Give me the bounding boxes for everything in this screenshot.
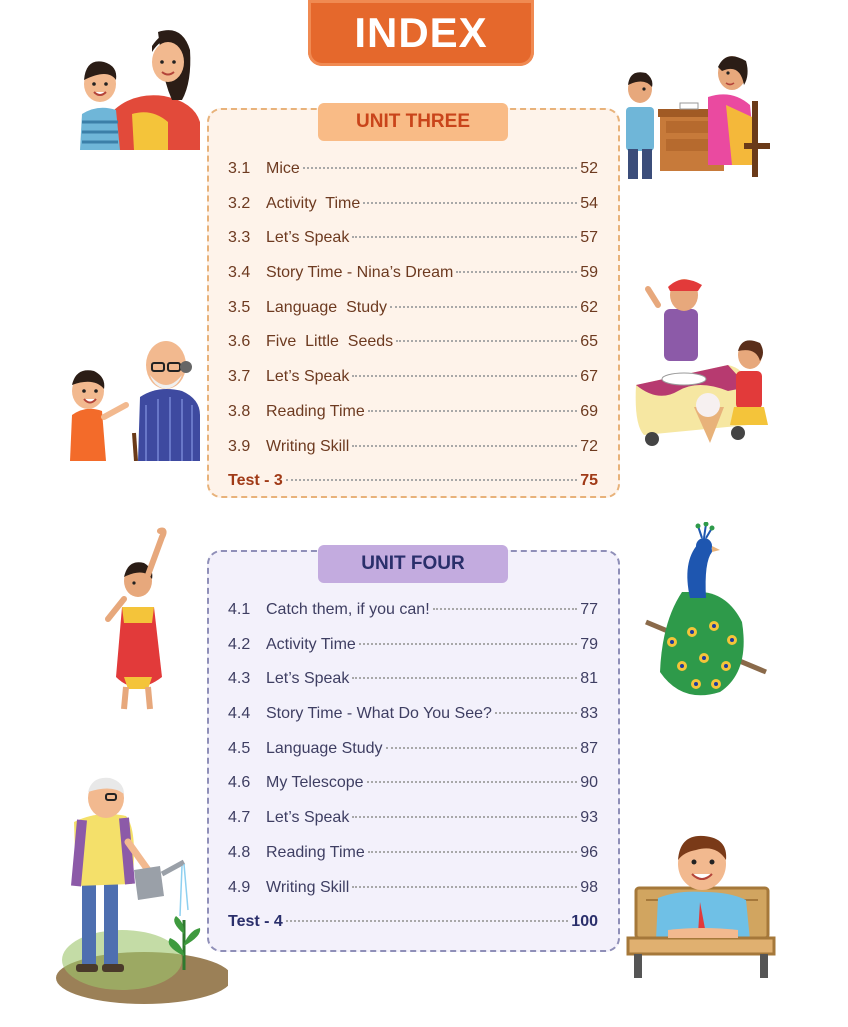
test-page: 75 [580, 472, 598, 490]
ice-cream-cart-illustration [628, 275, 778, 457]
entry-page: 62 [580, 298, 598, 316]
entry-page: 81 [580, 670, 598, 688]
entry-page: 90 [580, 774, 598, 792]
entry-page: 98 [580, 878, 598, 896]
entry-title: Story Time - What Do You See? [266, 705, 492, 723]
entry-number: 3.2 [228, 194, 251, 212]
entry-number: 3.5 [228, 298, 251, 316]
entry-title: Writing Skill [266, 878, 350, 896]
entry-page: 93 [580, 809, 598, 827]
dot-leader [352, 816, 577, 818]
unit-four-entries [228, 601, 598, 948]
entry-title: My Telescope [266, 774, 364, 792]
entry-number: 4.5 [228, 739, 251, 757]
entry-number: 4.3 [228, 670, 251, 688]
dot-leader [367, 781, 578, 783]
unit-three-entries [228, 160, 598, 507]
mother-and-son-illustration [72, 22, 202, 150]
dot-leader [352, 236, 577, 238]
entry-number: 4.1 [228, 601, 251, 618]
toc-entry[interactable] [228, 229, 598, 264]
toc-entry[interactable] [228, 195, 598, 230]
dot-leader [386, 747, 578, 749]
dot-leader [303, 167, 577, 169]
entry-page: 69 [580, 402, 598, 420]
unit-four-heading: UNIT FOUR [318, 545, 508, 583]
entry-title: Activity Time [266, 635, 356, 653]
toc-entry[interactable] [228, 844, 598, 879]
entry-page: 87 [580, 739, 598, 757]
toc-entry[interactable] [228, 368, 598, 403]
entry-number: 4.8 [228, 843, 251, 861]
entry-number: 4.9 [228, 878, 251, 896]
toc-entry[interactable] [228, 879, 598, 914]
entry-title: Let’s Speak [266, 368, 350, 386]
toc-entry[interactable] [228, 809, 598, 844]
entry-title: Story Time - Nina’s Dream [266, 264, 454, 282]
dot-leader [456, 271, 577, 273]
dot-leader [396, 340, 577, 342]
toc-entry[interactable] [228, 403, 598, 438]
entry-page: 67 [580, 368, 598, 386]
entry-page: 57 [580, 229, 598, 247]
entry-title: Reading Time [266, 843, 365, 861]
dot-leader [363, 202, 577, 204]
entry-page: 79 [580, 635, 598, 653]
dot-leader [368, 410, 577, 412]
entry-title: Language Study [266, 739, 383, 757]
dot-leader [352, 886, 577, 888]
dot-leader [286, 920, 568, 922]
test-title: Test - 4 [228, 913, 283, 931]
toc-entry[interactable] [228, 160, 598, 195]
dot-leader [359, 643, 577, 645]
toc-entry[interactable] [228, 601, 598, 636]
dot-leader [286, 479, 577, 481]
entry-page: 65 [580, 333, 598, 351]
toc-entry[interactable] [228, 264, 598, 299]
toc-entry[interactable] [228, 670, 598, 705]
toc-entry[interactable] [228, 636, 598, 671]
entry-number: 3.4 [228, 264, 251, 282]
entry-page: 54 [580, 194, 598, 212]
entry-number: 3.3 [228, 229, 251, 247]
classical-dancer-illustration [100, 527, 176, 715]
entry-page: 72 [580, 437, 598, 455]
entry-page: 96 [580, 843, 598, 861]
toc-entry[interactable] [228, 705, 598, 740]
toc-entry[interactable] [228, 438, 598, 473]
dot-leader [390, 306, 577, 308]
entry-number: 4.7 [228, 809, 251, 827]
entry-number: 3.7 [228, 368, 251, 386]
unit-three-heading: UNIT THREE [318, 103, 508, 141]
test-page: 100 [571, 913, 598, 931]
grandfather-watering-plant-illustration [52, 770, 228, 1008]
entry-number: 3.1 [228, 160, 251, 177]
entry-page: 77 [580, 601, 598, 618]
entry-number: 3.8 [228, 402, 251, 420]
dot-leader [433, 608, 578, 610]
index-title-tab [308, 0, 534, 66]
peacock-illustration [642, 522, 770, 704]
entry-title: Five Little Seeds [266, 333, 394, 351]
boy-at-teacher-desk-illustration [622, 45, 774, 183]
entry-page: 52 [580, 160, 598, 177]
toc-entry[interactable] [228, 299, 598, 334]
entry-title: Activity Time [266, 194, 361, 212]
toc-test-entry[interactable] [228, 913, 598, 948]
entry-title: Let’s Speak [266, 809, 350, 827]
entry-title: Let’s Speak [266, 229, 350, 247]
entry-title: Reading Time [266, 402, 365, 420]
toc-test-entry[interactable] [228, 472, 598, 507]
entry-title: Mice [266, 160, 300, 177]
boy-and-grandfather-illustration [66, 335, 204, 461]
entry-number: 3.9 [228, 437, 251, 455]
toc-entry[interactable] [228, 333, 598, 368]
entry-title: Writing Skill [266, 437, 350, 455]
entry-number: 4.4 [228, 705, 251, 723]
dot-leader [352, 445, 577, 447]
entry-title: Catch them, if you can! [266, 601, 430, 618]
test-title: Test - 3 [228, 472, 283, 490]
entry-page: 83 [580, 705, 598, 723]
entry-number: 4.2 [228, 635, 251, 653]
boy-at-desk-illustration [624, 830, 778, 980]
toc-entry[interactable] [228, 740, 598, 775]
entry-title: Let’s Speak [266, 670, 350, 688]
entry-number: 4.6 [228, 774, 251, 792]
entry-page: 59 [580, 264, 598, 282]
dot-leader [352, 677, 577, 679]
page-title: INDEX [354, 9, 488, 56]
toc-entry[interactable] [228, 774, 598, 809]
dot-leader [495, 712, 577, 714]
entry-number: 3.6 [228, 333, 251, 351]
dot-leader [352, 375, 577, 377]
entry-title: Language Study [266, 298, 387, 316]
dot-leader [368, 851, 577, 853]
